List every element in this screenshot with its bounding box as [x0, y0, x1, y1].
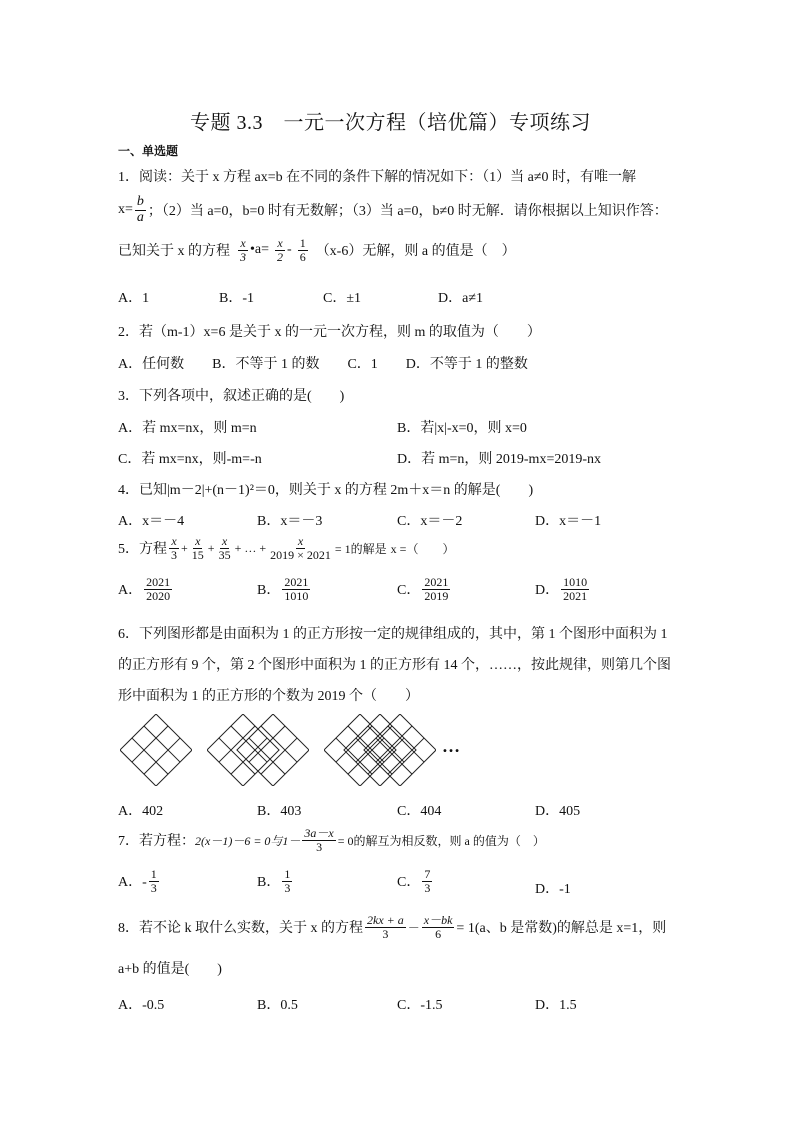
- q3-stem: 3．下列各项中，叙述正确的是( ): [118, 389, 345, 404]
- frac-den: 3: [150, 880, 157, 895]
- frac-num: x: [221, 534, 228, 548]
- frac-den: 3: [382, 926, 389, 941]
- frac-den: 15: [191, 547, 204, 562]
- option-fraction: [144, 576, 172, 602]
- q5-option-b[interactable]: [257, 576, 312, 602]
- q7-equation-2: = 0的解互为相反数，则 a 的值为（ ）: [337, 833, 545, 848]
- q1-line1: 1．阅读：关于 x 方程 ax=b 在不同的条件下解的情况如下：（1）当 a≠0 时，有唯一解: [118, 170, 637, 185]
- frac-num: x: [277, 236, 283, 250]
- q5-stem: 5．方程 $\frac{x}{3}$ + $\frac{x}{15}$ + $\frac{x}{35}$ + … + $\frac{x}{2019 \times 2021}$ = 1的解是 x =（ ）: [118, 534, 455, 562]
- q5-option-c[interactable]: [397, 576, 452, 602]
- frac-den: 35: [218, 547, 231, 562]
- q5-eq: = 1的解是: [334, 541, 387, 556]
- q2-options[interactable]: A．任何数 B．不等于 1 的数 C．1 D．不等于 1 的整数: [118, 357, 528, 372]
- q5-term-1: [169, 535, 179, 561]
- q1-fraction-b-over-a: [135, 195, 146, 225]
- q1-line3-text-a: 已知关于 x 的方程: [118, 244, 230, 260]
- frac-num: 2021: [284, 575, 309, 589]
- frac-num: 7: [424, 867, 431, 881]
- q4-option-d[interactable]: D．x＝－1: [535, 514, 602, 529]
- q6-figure-ellipsis: …: [442, 736, 460, 756]
- q8-fraction-2: [422, 914, 455, 940]
- frac-den: 6: [299, 249, 306, 264]
- q5-dots: + … +: [234, 540, 267, 555]
- frac-den: 3: [171, 547, 177, 562]
- option-letter: B．: [257, 583, 281, 599]
- q8-option-b[interactable]: B．0.5: [257, 998, 298, 1013]
- q5-label: 5．方程: [118, 542, 167, 558]
- frac-num: 2021: [424, 575, 449, 589]
- q1-line3: [118, 237, 516, 263]
- option-fraction: [282, 868, 292, 894]
- q8-option-a[interactable]: A．-0.5: [118, 998, 165, 1013]
- frac-den: 3: [316, 839, 323, 854]
- q5-term-3: [217, 535, 233, 561]
- q8-minus: －: [407, 920, 420, 935]
- section-heading: 一、单选题: [118, 144, 179, 158]
- frac-num: x: [297, 534, 304, 548]
- q6-option-c[interactable]: C．404: [397, 804, 442, 819]
- q1-frac-x-2: [275, 237, 285, 263]
- q3-option-d[interactable]: D．若 m=n，则 2019-mx=2019-nx: [397, 452, 602, 467]
- frac-num: x－bk: [423, 913, 453, 927]
- q4-option-b[interactable]: B．x＝－3: [257, 514, 323, 529]
- q1-line2: [118, 195, 668, 225]
- q7-option-d[interactable]: D．-1: [535, 882, 571, 897]
- q3-option-a[interactable]: A．若 mx=nx，则 m=n: [118, 421, 257, 436]
- q4-option-a[interactable]: A．x＝－4: [118, 514, 185, 529]
- q1-line2-text: ；（2）当 a=0，b=0 时有无数解；（3）当 a=0，b≠0 时无解．请你根据以上知识作答：: [147, 204, 668, 220]
- frac-num: 2kx + a: [367, 913, 404, 927]
- q7-fraction: [302, 827, 335, 853]
- q8-label: 8．若不论 k 取什么实数，关于 x 的方程: [118, 921, 363, 937]
- option-letter: C．: [397, 875, 421, 891]
- option-letter: C．: [397, 583, 421, 599]
- q8-line2: a+b 的值是( ): [118, 962, 222, 977]
- option-fraction: [149, 868, 159, 894]
- q6-figure-2: [207, 714, 309, 786]
- q8-fraction-1: [365, 914, 406, 940]
- q7-equation-1: 2(x－1)－6 = 0与1－: [195, 833, 301, 848]
- frac-den: 3: [284, 880, 291, 895]
- q7-label: 7．若方程：: [118, 834, 195, 850]
- q3-option-b[interactable]: B．若|x|-x=0，则 x=0: [397, 421, 527, 436]
- q5-term-2: [190, 535, 206, 561]
- frac-den: 6: [435, 926, 442, 941]
- q1-option-a[interactable]: A．1: [118, 291, 150, 306]
- option-fraction: [282, 576, 310, 602]
- q4-stem: 4．已知|m－2|+(n－1)²＝0，则关于 x 的方程 2m＋x＝n 的解是( ): [118, 483, 534, 498]
- q6-figure-1: [120, 714, 192, 786]
- frac-den: 2020: [146, 588, 171, 603]
- q1-option-b[interactable]: B．-1: [219, 291, 254, 306]
- q1-option-c[interactable]: C．±1: [323, 291, 362, 306]
- q6-line2: 的正方形有 9 个，第 2 个图形中面积为 1 的正方形有 14 个，……，按此规律，则第几个图: [118, 658, 671, 673]
- q7-stem: [118, 827, 545, 853]
- frac-num: x: [195, 534, 201, 548]
- q5-tail: x =（ ）: [390, 541, 455, 556]
- q1-mid: •a=: [250, 242, 270, 258]
- option-fraction: [422, 868, 432, 894]
- q1-option-d[interactable]: D．a≠1: [438, 291, 484, 306]
- frac-num: x: [171, 534, 177, 548]
- frac-num: 3a－x: [304, 826, 334, 840]
- q6-option-a[interactable]: A．402: [118, 804, 164, 819]
- option-fraction: [422, 576, 450, 602]
- q4-option-c[interactable]: C．x＝－2: [397, 514, 463, 529]
- frac-den: 3: [240, 249, 246, 264]
- q8-tail: = 1(a、b 是常数)的解总是 x=1，则: [456, 921, 667, 937]
- q6-option-d[interactable]: D．405: [535, 804, 581, 819]
- q1-line3-text-b: （x-6）无解，则 a 的值是（ ）: [315, 244, 516, 260]
- q6-line1: 6．下列图形都是由面积为 1 的正方形按一定的规律组成的，其中，第 1 个图形中面积为 1: [118, 627, 668, 642]
- q1-x-eq: x=: [118, 202, 133, 218]
- q8-stem: [118, 914, 666, 940]
- q5-option-d[interactable]: [535, 576, 591, 602]
- q1-frac-den: a: [136, 209, 144, 225]
- q1-minus: -: [287, 242, 292, 258]
- q8-option-d[interactable]: D．1.5: [535, 998, 577, 1013]
- option-letter: B．: [257, 875, 281, 891]
- frac-den: 2019 × 2021: [270, 547, 331, 562]
- frac-num: 1010: [563, 575, 588, 589]
- frac-den: 3: [424, 880, 431, 895]
- q3-option-c[interactable]: C．若 mx=nx，则-m=-n: [118, 452, 262, 467]
- q7-option-a[interactable]: [118, 868, 161, 894]
- q6-line3: 形中面积为 1 的正方形的个数为 2019 个（ ）: [118, 689, 419, 704]
- q2-stem: 2．若（m-1）x=6 是关于 x 的一元一次方程，则 m 的取值为（ ）: [118, 325, 541, 340]
- q7-option-c[interactable]: [397, 868, 434, 894]
- q1-frac-x-3: [238, 237, 248, 263]
- frac-num: x: [240, 236, 246, 250]
- frac-num: 1: [299, 236, 306, 250]
- q1-frac-1-6: [298, 237, 308, 263]
- option-letter: A．: [118, 583, 143, 599]
- option-letter: A．-: [118, 875, 147, 891]
- q6-option-b[interactable]: B．403: [257, 804, 302, 819]
- frac-den: 1010: [284, 588, 309, 603]
- q7-option-b[interactable]: [257, 868, 294, 894]
- frac-den: 2021: [563, 588, 588, 603]
- q1-frac-num: b: [136, 194, 144, 209]
- frac-num: 1: [150, 867, 157, 881]
- frac-num: 2021: [146, 575, 171, 589]
- option-letter: D．: [535, 583, 560, 599]
- q5-option-a[interactable]: [118, 576, 174, 602]
- q5-term-last: [268, 535, 333, 561]
- frac-num: 1: [284, 867, 291, 881]
- page-title: 专题 3.3 一元一次方程（培优篇）专项练习: [190, 112, 591, 134]
- q6-figure-3: [324, 714, 436, 786]
- q8-option-c[interactable]: C．-1.5: [397, 998, 443, 1013]
- option-fraction: [561, 576, 589, 602]
- frac-den: 2: [277, 249, 284, 264]
- frac-den: 2019: [424, 588, 449, 603]
